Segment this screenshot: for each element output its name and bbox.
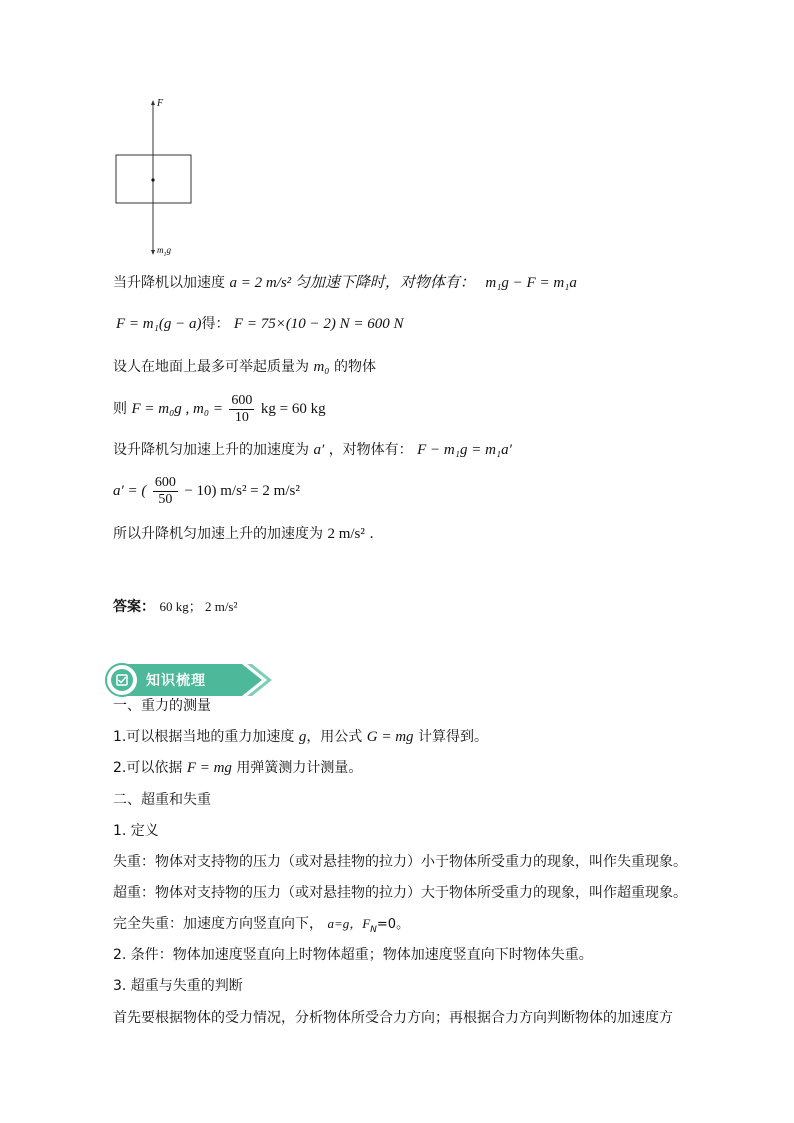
complete-weightless: 完全失重：加速度方向竖直向下， a=g，$F_N=0$。 bbox=[113, 916, 410, 935]
solution-line-5: 设升降机匀加速上升的加速度为 a′ ，对物体有： F − m₁g = m₁a′ bbox=[113, 442, 512, 458]
force-diagram bbox=[110, 95, 200, 260]
overweight-definition: 超重：物体对支持物的压力（或对悬挂物的拉力）大于物体所受重力的现象，叫作超重现象。 bbox=[113, 885, 687, 901]
fraction-600-10: $\frac{600}{10}$ bbox=[231, 392, 253, 425]
gravity-item-1: 1.可以根据当地的重力加速度 g，用公式 G = mg 计算得到。 bbox=[113, 729, 489, 745]
condition-line: 2. 条件：物体加速度竖直向上时物体超重；物体加速度竖直向下时物体失重。 bbox=[113, 947, 593, 963]
judge-heading: 3. 超重与失重的判断 bbox=[113, 978, 243, 994]
solution-line-6: a′ = ( $\frac{600}{50}$ − 10) m/s² = 2 m/s² bbox=[113, 474, 300, 507]
solution-line-3: 设人在地面上最多可举起质量为 m₀ 的物体 bbox=[113, 359, 376, 375]
force-arrow-up bbox=[151, 100, 155, 105]
solution-line-7: 所以升降机匀加速上升的加速度为 2 m/s² . bbox=[113, 526, 374, 542]
judge-text: 首先要根据物体的受力情况，分析物体所受合力方向；再根据合力方向判断物体的加速度方 bbox=[113, 1010, 673, 1026]
weightless-definition: 失重：物体对支持物的压力（或对悬挂物的拉力）小于物体所受重力的现象，叫作失重现象。 bbox=[113, 854, 687, 870]
definition-heading: 1. 定义 bbox=[113, 823, 159, 839]
heading-overweight: 二、超重和失重 bbox=[113, 792, 211, 808]
gravity-item-2: 2.可以依据 F = mg 用弹簧测力计测量。 bbox=[113, 760, 363, 776]
weight-label: $m_1g$ bbox=[157, 245, 171, 258]
answer-line bbox=[113, 597, 237, 617]
force-label: F bbox=[157, 98, 164, 109]
solution-line-4: 则 F = m₀g , m₀ = $\frac{600}{10}$ kg = 60 kg bbox=[113, 392, 326, 425]
answer-value: 60 kg； 2 m/s² bbox=[159, 599, 238, 614]
fraction-600-50: $\frac{600}{50}$ bbox=[154, 474, 176, 507]
center-point bbox=[151, 178, 154, 181]
solution-line-2: F = m₁(g − a)得： F = 75×(10 − 2) N = 600 N bbox=[116, 316, 404, 332]
weight-arrow-down bbox=[151, 250, 155, 255]
answer-label: 答案： bbox=[113, 599, 155, 615]
heading-gravity-measure: 一、重力的测量 bbox=[113, 698, 211, 714]
banner-title: 知识梳理 bbox=[146, 673, 206, 689]
solution-line-1: 当升降机以加速度 a = 2 m/s² 匀加速下降时，对物体有： m₁g − F = m₁a bbox=[113, 275, 577, 291]
